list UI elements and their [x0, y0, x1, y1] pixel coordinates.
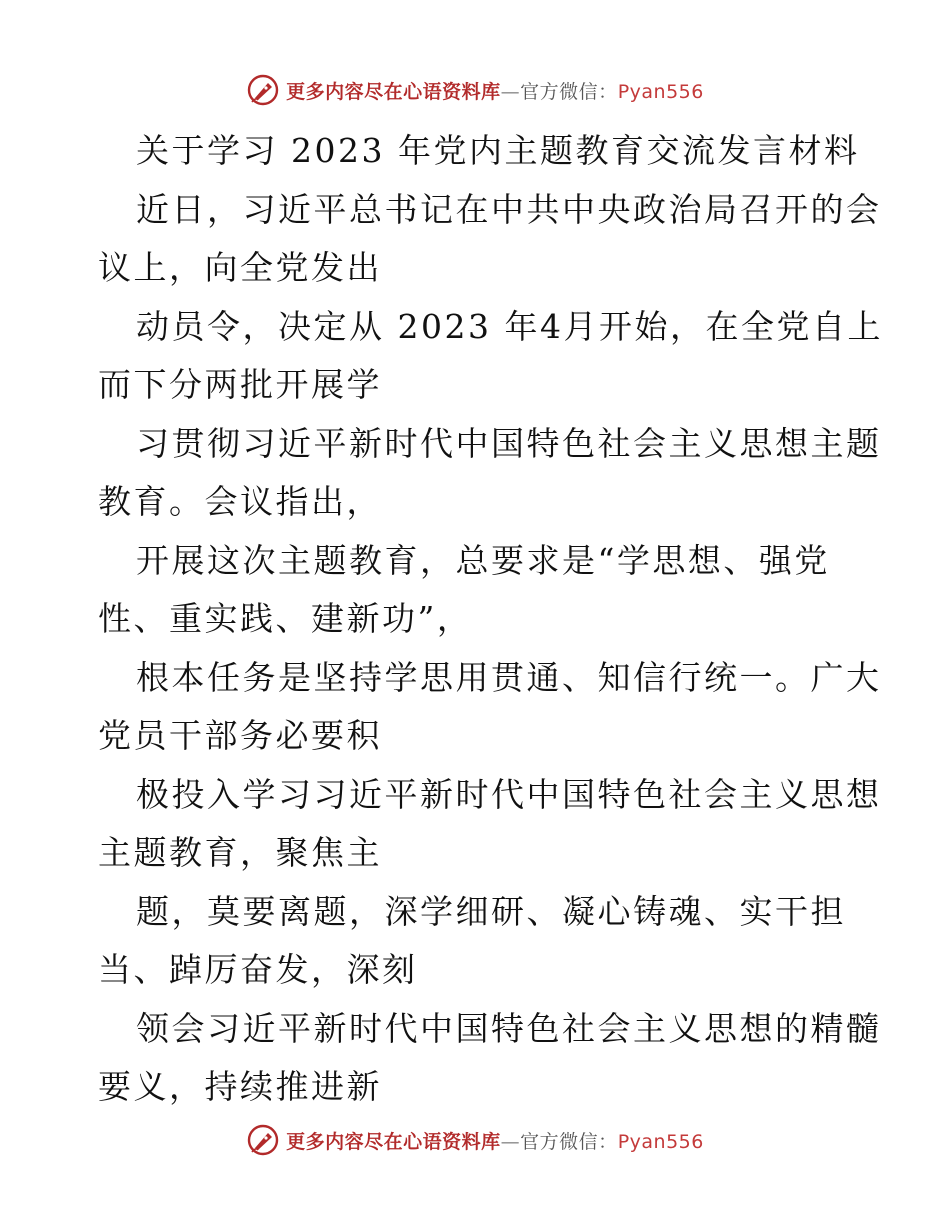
header-banner-text [286, 77, 704, 104]
header-wechat-label: 官方微信： [520, 80, 618, 103]
document-line: 议上，向全党发出 [98, 248, 382, 287]
footer-dash: — [500, 1130, 521, 1153]
document-line: 领会习近平新时代中国特色社会主义思想的精髓 [136, 1008, 882, 1048]
document-line: 主题教育，聚焦主 [98, 833, 382, 872]
document-line: 根本任务是坚持学思用贯通、知信行统一。广大 [136, 657, 882, 697]
footer-banner-text [286, 1127, 704, 1154]
document-line: 性、重实践、建新功”， [98, 599, 473, 638]
document-line: 教育。会议指出， [98, 482, 382, 521]
pen-nib-circle-icon [246, 73, 280, 107]
footer-site-name: 更多内容尽在心语资料库 [286, 1130, 501, 1153]
header-banner [0, 70, 950, 110]
footer-wechat-id: Pyan556 [617, 1130, 704, 1153]
pen-nib-circle-icon [246, 1123, 280, 1157]
document-body [98, 122, 883, 1117]
document-line: 习贯彻习近平新时代中国特色社会主义思想主题 [136, 423, 882, 463]
document-line: 当、踔厉奋发，深刻 [98, 950, 418, 989]
document-line: 而下分两批开展学 [98, 365, 382, 404]
document-line: 题，莫要离题，深学细研、凝心铸魂、实干担 [136, 891, 846, 931]
document-title: 关于学习 2023 年党内主题教育交流发言材料 [136, 131, 860, 170]
document-line: 开展这次主题教育，总要求是“学思想、强党 [136, 540, 830, 580]
footer-banner [0, 1120, 950, 1160]
document-line: 党员干部务必要积 [98, 716, 382, 755]
header-site-name: 更多内容尽在心语资料库 [286, 80, 501, 103]
document-line: 动员令，决定从 2023 年4月开始，在全党自上 [136, 306, 883, 346]
header-wechat-id: Pyan556 [617, 80, 704, 103]
document-line: 极投入学习习近平新时代中国特色社会主义思想 [136, 774, 882, 814]
document-line: 要义，持续推进新 [98, 1067, 382, 1106]
header-dash: — [500, 80, 521, 103]
document-line: 近日，习近平总书记在中共中央政治局召开的会 [136, 189, 882, 229]
footer-wechat-label: 官方微信： [520, 1130, 618, 1153]
